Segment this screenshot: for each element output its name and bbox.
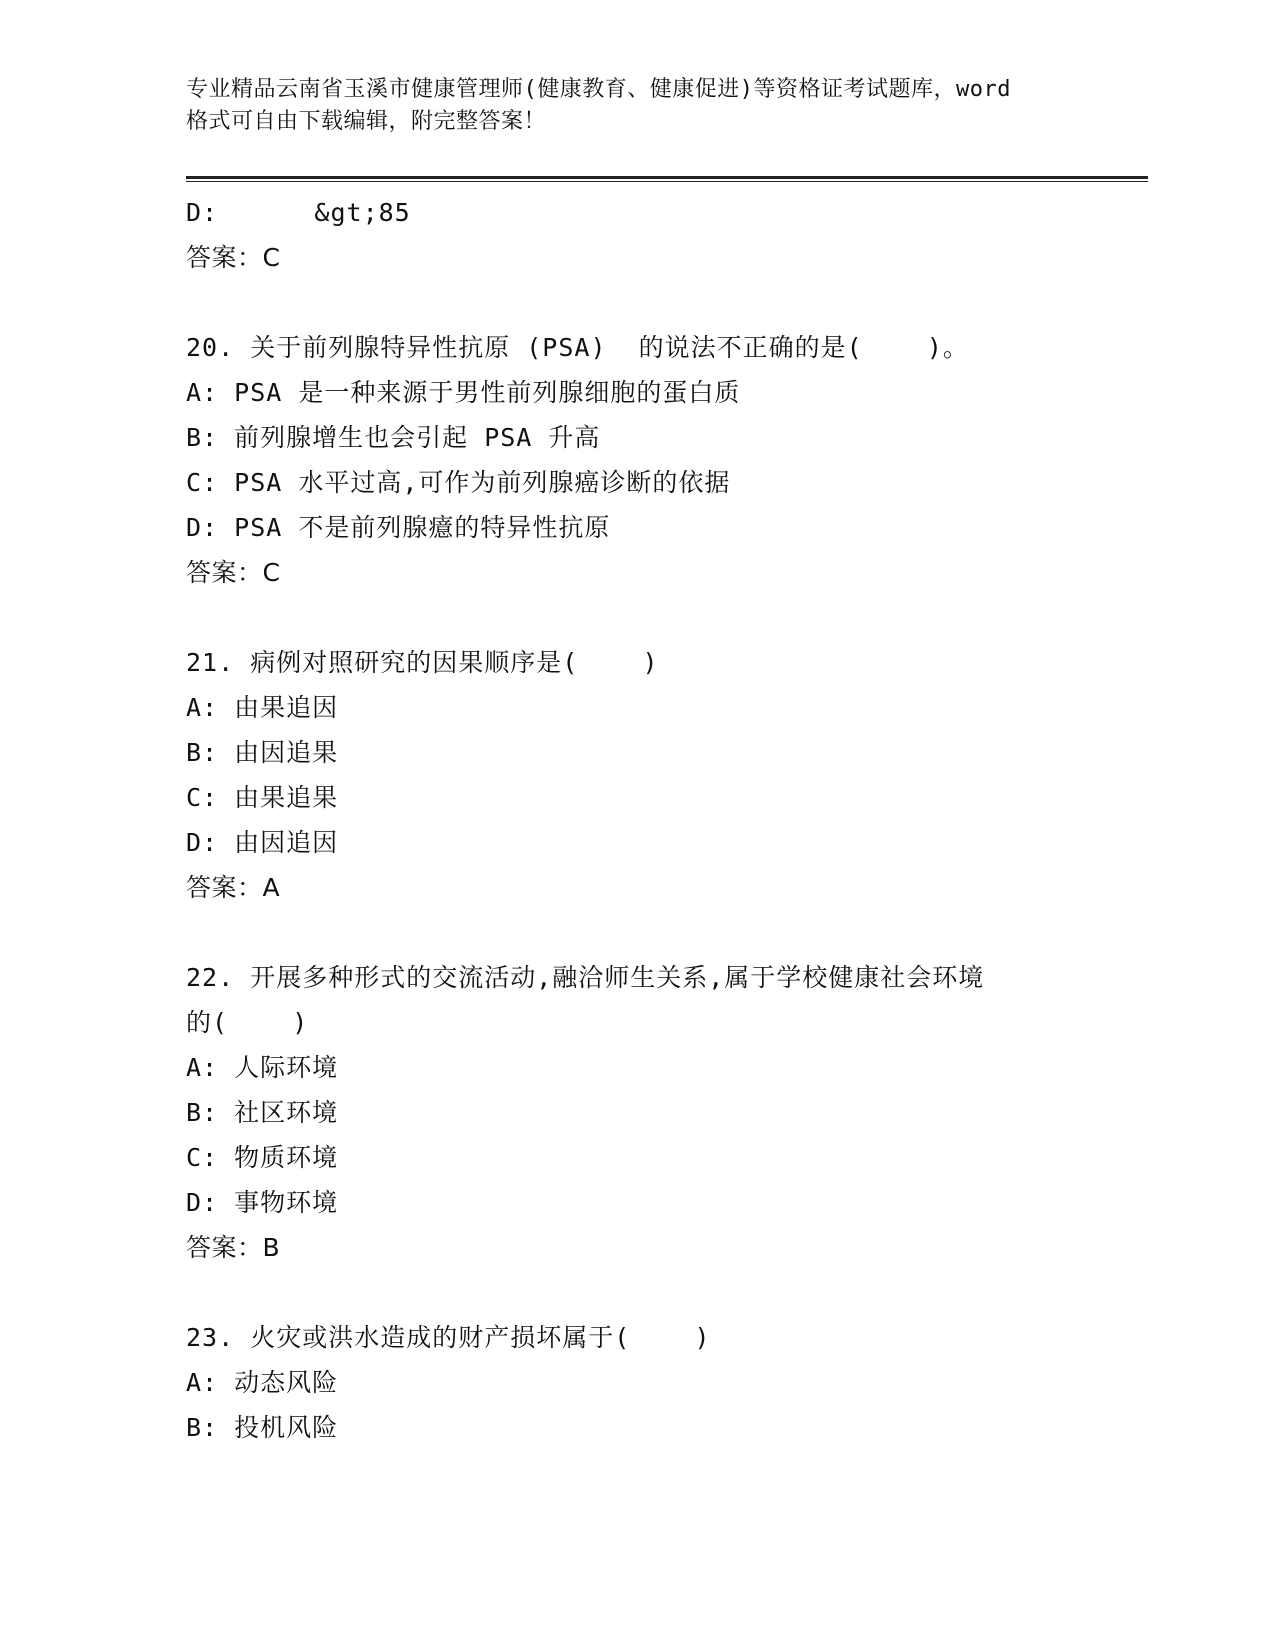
question-21-option-b: B: 由因追果 bbox=[186, 738, 339, 767]
question-21-option-d: D: 由因追因 bbox=[186, 828, 339, 857]
header-divider-thin bbox=[186, 181, 1148, 182]
question-22-option-d: D: 事物环境 bbox=[186, 1188, 339, 1217]
question-22-text-line-2: 的( ) bbox=[186, 1008, 309, 1037]
question-22-answer: 答案：B bbox=[186, 1233, 281, 1262]
spacer bbox=[186, 1270, 1146, 1315]
question-20-option-d: D: PSA 不是前列腺癔的特异性抗原 bbox=[186, 513, 611, 542]
question-20-option-a: A: PSA 是一种来源于男性前列腺细胞的蛋白质 bbox=[186, 378, 741, 407]
question-22-option-c: C: 物质环境 bbox=[186, 1143, 339, 1172]
question-22-text-line-1: 22. 开展多种形式的交流活动,融洽师生关系,属于学校健康社会环境 bbox=[186, 963, 985, 992]
question-22-option-b: B: 社区环境 bbox=[186, 1098, 339, 1127]
question-20-option-b: B: 前列腺增生也会引起 PSA 升高 bbox=[186, 423, 601, 452]
question-21-text: 21. 病例对照研究的因果顺序是( ) bbox=[186, 648, 659, 677]
question-20-text: 20. 关于前列腺特异性抗原 (PSA) 的说法不正确的是( )。 bbox=[186, 333, 969, 362]
spacer bbox=[186, 595, 1146, 640]
question-23-option-b: B: 投机风险 bbox=[186, 1413, 339, 1442]
question-21-option-a: A: 由果追因 bbox=[186, 693, 339, 722]
question-list bbox=[186, 190, 1146, 1450]
spacer bbox=[186, 280, 1146, 325]
question-23-option-a: A: 动态风险 bbox=[186, 1368, 339, 1397]
question-21-answer: 答案：A bbox=[186, 873, 281, 902]
header-line-2: 格式可自由下载编辑，附完整答案！ bbox=[186, 109, 547, 134]
question-23-text: 23. 火灾或洪水造成的财产损坏属于( ) bbox=[186, 1323, 711, 1352]
question-20-option-c: C: PSA 水平过高,可作为前列腺癌诊断的依据 bbox=[186, 468, 731, 497]
document-header bbox=[186, 74, 1086, 138]
question-22-option-a: A: 人际环境 bbox=[186, 1053, 339, 1082]
header-divider-thick bbox=[186, 176, 1148, 179]
spacer bbox=[186, 910, 1146, 955]
question-21-option-c: C: 由果追果 bbox=[186, 783, 339, 812]
question-20-answer: 答案：C bbox=[186, 558, 281, 587]
question-19-option-d: D: &gt;85 bbox=[186, 198, 411, 227]
question-19-answer: 答案：C bbox=[186, 243, 281, 272]
header-line-1: 专业精品云南省玉溪市健康管理师(健康教育、健康促进)等资格证考试题库，word bbox=[186, 77, 1011, 102]
